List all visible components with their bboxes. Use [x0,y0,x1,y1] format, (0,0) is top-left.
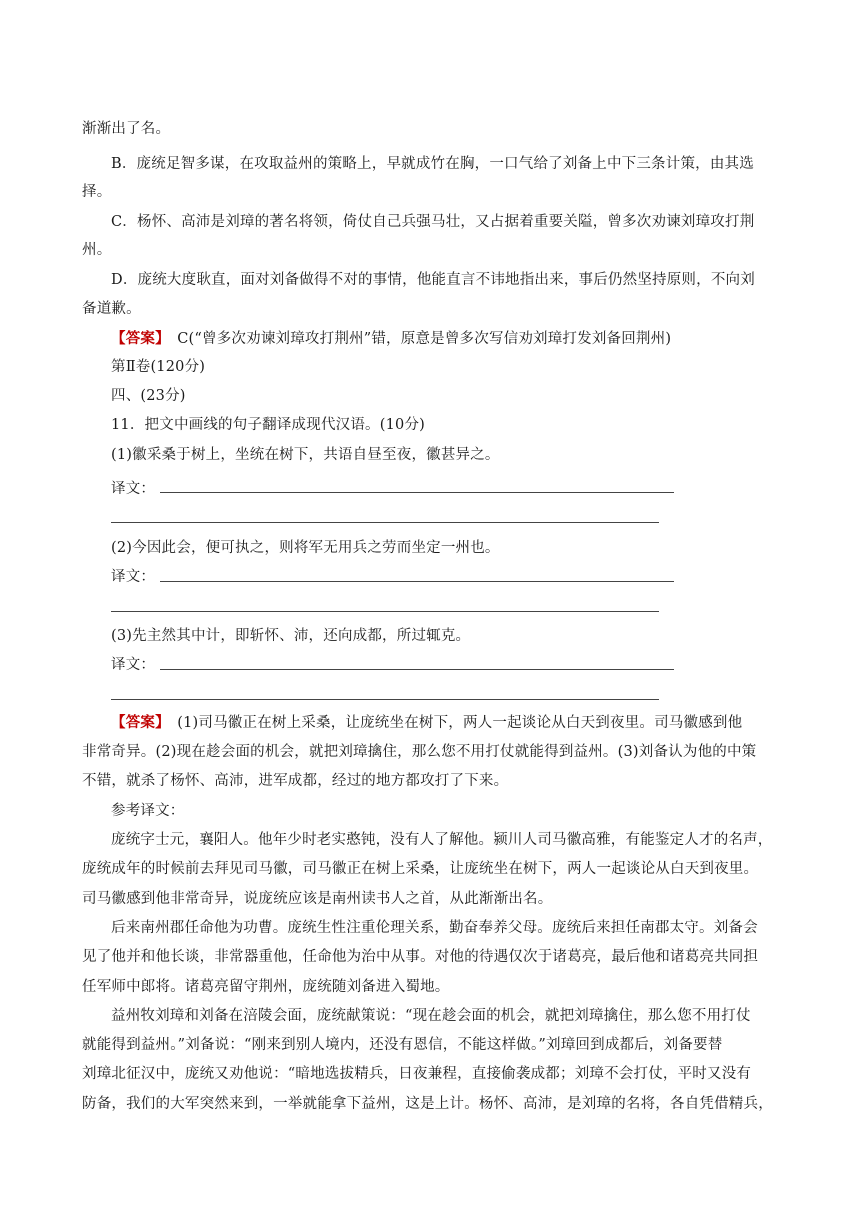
question-11: 11．把文中画线的句子翻译成现代汉语。(10分) [111,417,426,433]
option-b-line2: 择。 [82,184,112,200]
translation-label-3: 译文： [111,657,156,673]
translation-p1-line2: 庞统成年的时候前去拜见司马徽，司马徽正在树上采桑，让庞统坐在树下，两人一起谈论从白天到夜里。 [82,861,759,877]
translation-label-2: 译文： [111,569,156,585]
option-d-line2: 备道歉。 [82,301,141,317]
answer-tag: 【答案】 [111,714,163,731]
answer-text: (1)司马徽正在树上采桑，让庞统坐在树下，两人一起谈论从白天到夜里。司马徽感到他 [162,715,743,731]
option-c-line1: C．杨怀、高沛是刘璋的著名将领，倚仗自己兵强马壮，又占据着重要关隘，曾多次劝谏刘璋攻打荆 [111,214,755,230]
answer-blank-line[interactable] [160,669,674,670]
answer-2-line2: 非常奇异。(2)现在趁会面的机会，就把刘璋擒住，那么您不用打仗就能得到益州。(3)刘备认为他的中策 [82,744,757,760]
translation-p3-line2: 就能得到益州。”刘备说：“刚来到别人境内，还没有恩信，不能这样做。”刘璋回到成都后，刘备要替 [82,1037,723,1053]
translation-p2-line2: 见了他并和他长谈，非常器重他，任命他为治中从事。对他的待遇仅次于诸葛亮，最后他和诸葛亮共同担 [82,949,759,965]
answer-blank-line[interactable] [111,699,659,700]
option-b-line1: B．庞统足智多谋，在攻取益州的策略上，早就成竹在胸，一口气给了刘备上中下三条计策，由其选 [111,156,754,172]
option-d-line1: D．庞统大度耿直，面对刘备做得不对的事情，他能直言不讳地指出来，事后仍然坚持原则，不向刘 [111,272,755,288]
answer-tag: 【答案】 [111,330,163,347]
answer-2-line1 [111,713,781,733]
translation-label-1: 译文： [111,481,156,497]
answer-blank-line[interactable] [111,522,659,523]
sentence-3: (3)先主然其中计，即斩怀、沛，还向成都，所过辄克。 [111,628,471,644]
answer-blank-line[interactable] [160,581,674,582]
reference-translation-title: 参考译文： [111,803,185,819]
section-title-volume2: 第Ⅱ卷(120分) [111,359,206,375]
section-title-four: 四、(23分) [111,388,186,404]
answer-blank-line[interactable] [160,492,674,493]
option-c-line2: 州。 [82,242,112,258]
paragraph-line: 渐渐出了名。 [82,121,171,137]
translation-p2-line1: 后来南州郡任命他为功曹。庞统生性注重伦理关系，勤奋奉养父母。庞统后来担任南郡太守。刘备会 [111,920,758,936]
answer-blank-line[interactable] [111,611,659,612]
answer-1 [111,329,781,349]
sentence-2: (2)今因此会，便可执之，则将军无用兵之劳而坐定一州也。 [111,540,500,556]
translation-p3-line1: 益州牧刘璋和刘备在涪陵会面，庞统献策说：“现在趁会面的机会，就把刘璋擒住，那么您不用打仗 [111,1008,751,1024]
translation-p2-line3: 任军师中郎将。诸葛亮留守荆州，庞统随刘备进入蜀地。 [82,979,450,995]
sentence-1: (1)徽采桑于树上，坐统在树下，共语自昼至夜，徽甚异之。 [111,447,500,463]
translation-p1-line1: 庞统字士元，襄阳人。他年少时老实憨钝，没有人了解他。颍川人司马徽高雅，有能鉴定人才的名声， [111,832,773,848]
answer-text: C(“曾多次劝谏刘璋攻打荆州”错，原意是曾多次写信劝刘璋打发刘备回荆州) [162,331,672,347]
answer-2-line3: 不错，就杀了杨怀、高沛，进军成都，经过的地方都攻打了下来。 [82,773,509,789]
translation-p3-line3: 刘璋北征汉中，庞统又劝他说：“暗地选拔精兵，日夜兼程，直接偷袭成都；刘璋不会打仗，平时又没有 [82,1066,752,1082]
translation-p3-line4: 防备，我们的大军突然来到，一举就能拿下益州，这是上计。杨怀、高沛，是刘璋的名将，各自凭借精兵， [82,1096,773,1112]
translation-p1-line3: 司马徽感到他非常奇异，说庞统应该是南州读书人之首，从此渐渐出名。 [82,891,553,907]
